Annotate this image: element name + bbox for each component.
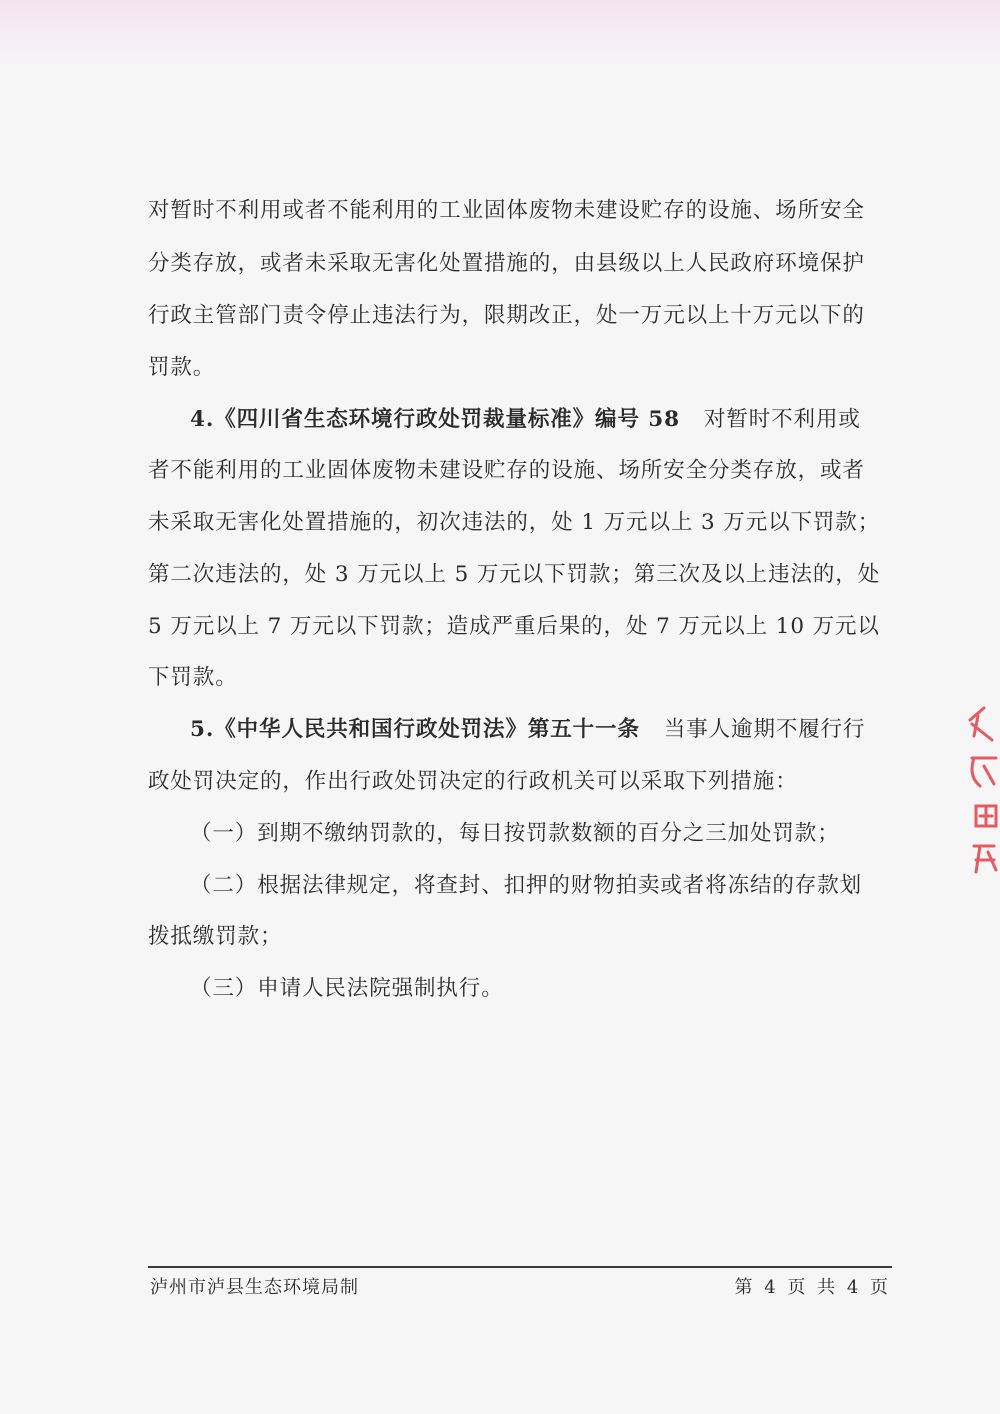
footer-divider bbox=[148, 1266, 892, 1268]
para1-line-2: 分类存放，或者未采取无害化处置措施的，由县级以上人民政府环境保护 bbox=[148, 251, 865, 276]
item5-first-line bbox=[190, 715, 890, 745]
item5-heading: 5.《中华人民共和国行政处罚法》第五十一条 bbox=[190, 717, 640, 742]
item4-line-4: 第二次违法的，处 3 万元以上 5 万元以下罚款；第三次及以上违法的，处 bbox=[148, 562, 881, 587]
item4-line-5: 5 万元以上 7 万元以下罚款；造成严重后果的，处 7 万元以上 10 万元以 bbox=[148, 614, 880, 639]
measure-1: （一）到期不缴纳罚款的，每日按罚款数额的百分之三加处罚款； bbox=[190, 821, 840, 846]
item4-line-3: 未采取无害化处置措施的，初次违法的，处 1 万元以上 3 万元以下罚款； bbox=[148, 510, 881, 535]
official-seal-fragment bbox=[950, 700, 1000, 900]
item4-heading: 4.《四川省生态环境行政处罚裁量标准》编号 58 bbox=[190, 407, 680, 432]
item4-first-line bbox=[190, 405, 890, 435]
item4-text-start: 对暂时不利用或 bbox=[703, 407, 861, 432]
footer-issuer: 泸州市泸县生态环境局制 bbox=[150, 1277, 359, 1298]
item4-line-2: 者不能利用的工业固体废物未建设贮存的设施、场所安全分类存放，或者 bbox=[148, 458, 865, 483]
para1-line-4: 罚款。 bbox=[148, 355, 216, 380]
footer-page-info: 第 4 页 共 4 页 bbox=[734, 1277, 888, 1298]
measure-3: （三）申请人民法院强制执行。 bbox=[190, 976, 504, 1001]
item4-line-6: 下罚款。 bbox=[148, 665, 238, 690]
measure-2: （二）根据法律规定，将查封、扣押的财物拍卖或者将冻结的存款划 bbox=[190, 873, 863, 898]
para1-line-1: 对暂时不利用或者不能利用的工业固体废物未建设贮存的设施、场所安全 bbox=[148, 198, 865, 223]
item5-line-2: 政处罚决定的，作出行政处罚决定的行政机关可以采取下列措施： bbox=[148, 769, 798, 794]
item5-text-start: 当事人逾期不履行行 bbox=[663, 717, 866, 742]
measure-2-continued: 拨抵缴罚款； bbox=[148, 924, 283, 949]
para1-line-3: 行政主管部门责令停止违法行为，限期改正，处一万元以上十万元以下的 bbox=[148, 303, 865, 328]
